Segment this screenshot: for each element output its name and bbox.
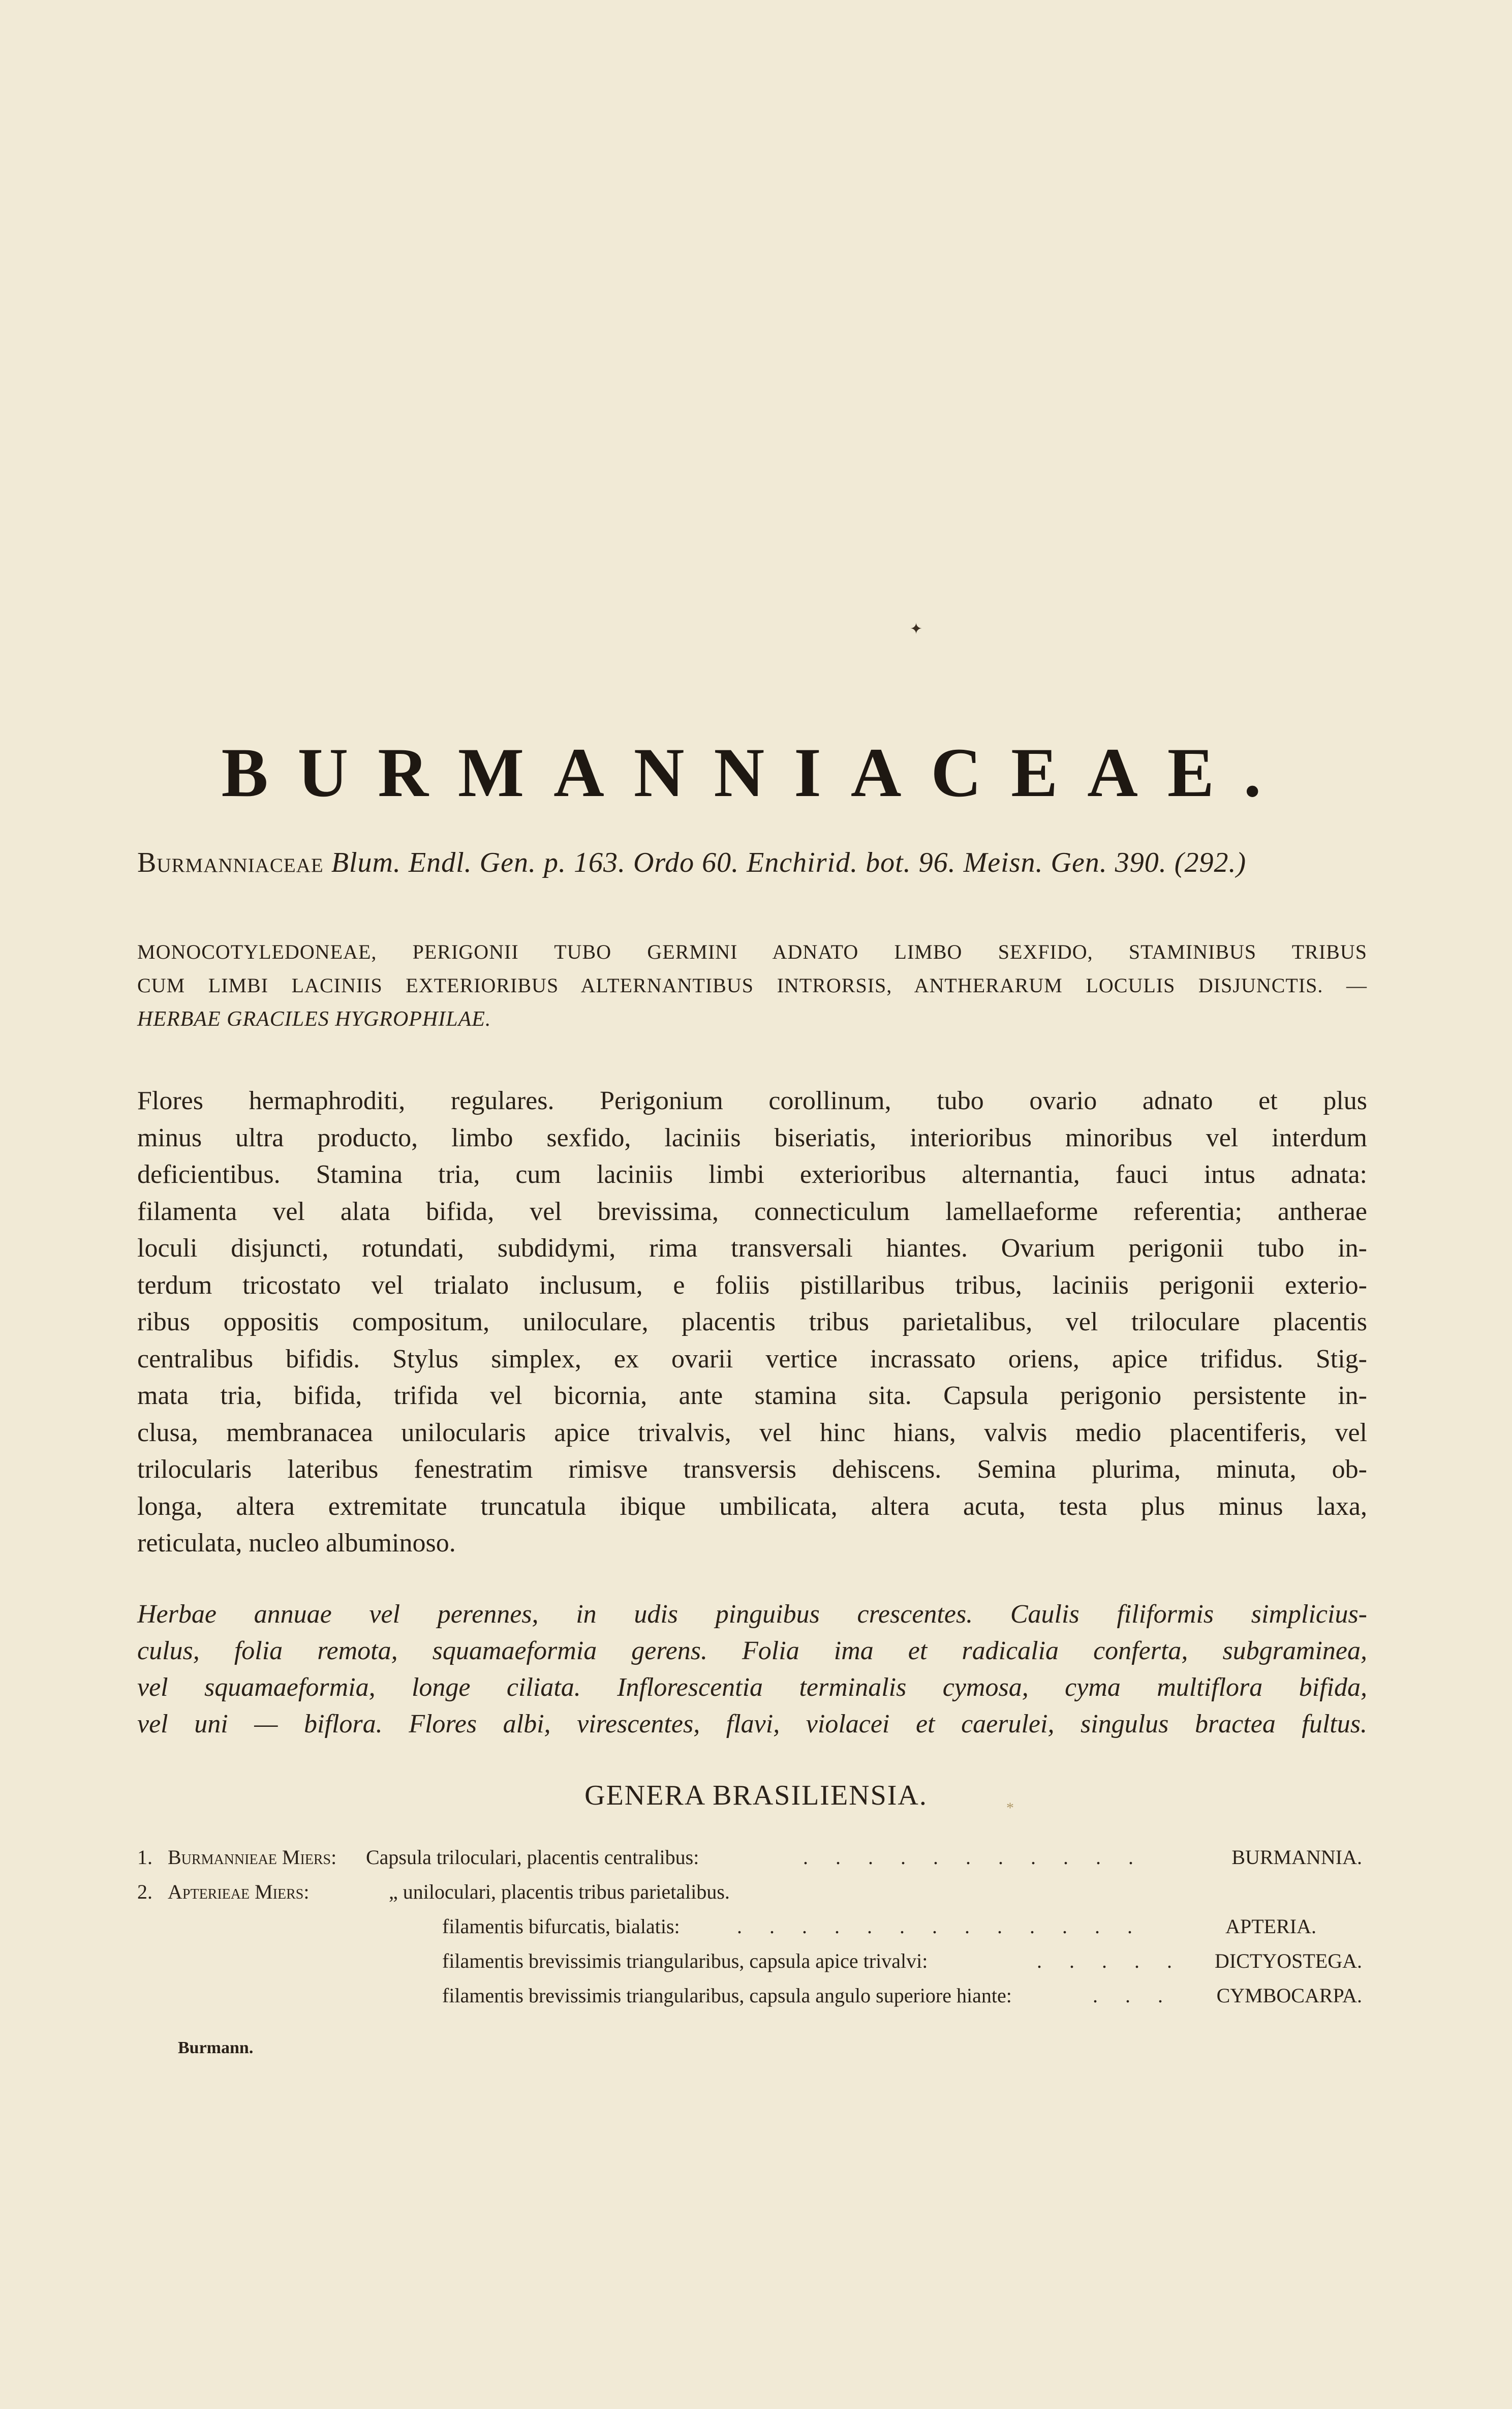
description-line: longa, altera extremitate truncatula ibique umbilicata, altera acuta, testa plus minus laxa, [137,1491,1367,1521]
description-line: trilocularis lateribus fenestratim rimisve transversis dehiscens. Semina plurima, minuta, ob- [137,1455,1367,1484]
genera-key [137,1840,1367,2013]
page-title: BURMANNIACEAE. [221,734,1291,811]
genera-heading: GENERA BRASILIENSIA. [584,1780,928,1811]
literature-citation: Blum. Endl. Gen. p. 163. Ordo 60. Enchirid. bot. 96. Meisn. Gen. 390. (292.) [331,847,1247,878]
habit-line: vel squamaeformia, longe ciliata. Inflorescentia terminalis cymosa, cyma multiflora bifida, [137,1673,1367,1702]
habit-line: culus, folia remota, squamaeformia gerens. Folia ima et radicalia conferta, subgraminea, [137,1636,1367,1665]
key-genus: DICTYOSTEGA. [1215,1949,1362,1972]
signature-mark: Burmann. [178,2038,254,2057]
description-line: mata tria, bifida, trifida vel bicornia, ante stamina sita. Capsula perigonio persistente in- [137,1381,1367,1410]
key-genus: BURMANNIA. [1231,1846,1362,1869]
description-line: Flores hermaphroditi, regulares. Perigonium corollinum, tubo ovario adnato et plus [137,1086,1367,1115]
key-genus: APTERIA. [1225,1915,1316,1938]
key-text: filamentis bifurcatis, bialatis: [442,1915,680,1938]
description-line: loculi disjuncti, rotundati, subdidymi, rima transversali hiantes. Ovarium perigonii tubo in- [137,1234,1367,1263]
habit-paragraph [137,1596,1367,1743]
family-diagnosis [137,935,1367,1036]
key-row [137,1875,1367,1909]
key-leader-dots: . . . . . . . . . . . [803,1846,1145,1869]
key-tribe: Burmannieae Miers: [168,1846,337,1869]
key-genus: CYMBOCARPA. [1216,1984,1362,2007]
description-line: deficientibus. Stamina tria, cum laciniis limbi exterioribus alternantia, fauci intus adnata: [137,1160,1367,1189]
description-line: reticulata, nucleo albuminoso. [137,1529,456,1558]
key-row [137,1909,1367,1944]
family-name: Burmanniaceae [137,847,324,878]
description-line: ribus oppositis compositum, uniloculare, placentis tribus parietalibus, vel triloculare placentis [137,1307,1367,1336]
print-speck-icon: ✦ [910,621,923,637]
key-number: 1. [137,1846,152,1869]
description-line: centralibus bifidis. Stylus simplex, ex ovarii vertice incrassato oriens, apice trifidus. Stig- [137,1344,1367,1374]
description-line: terdum tricostato vel trialato inclusum, e foliis pistillaribus tribus, laciniis perigonii exterio- [137,1270,1367,1300]
diagnosis-line: MONOCOTYLEDONEAE, PERIGONII TUBO GERMINI ADNATO LIMBO SEXFIDO, STAMINIBUS TRIBUS [137,940,1367,963]
family-reference [137,846,1367,879]
key-text: filamentis brevissimis triangularibus, capsula apice trivalvi: [442,1949,928,1972]
key-leader-dots: . . . . . [1037,1949,1183,1972]
description-line: clusa, membranacea unilocularis apice trivalvis, vel hinc hians, valvis medio placentiferis, vel [137,1418,1367,1447]
key-text: Capsula triloculari, placentis centralibus: [366,1846,699,1869]
morphological-description [137,1083,1367,1562]
key-number: 2. [137,1880,152,1903]
key-leader-dots: . . . . . . . . . . . . . [737,1915,1144,1938]
key-row [137,1944,1367,1978]
diagnosis-line: CUM LIMBI LACINIIS EXTERIORIBUS ALTERNANTIBUS INTRORSIS, ANTHERARUM LOCULIS DISJUNCTIS. — [137,974,1367,997]
description-line: filamenta vel alata bifida, vel brevissima, connecticulum lamellaeforme referentia; antherae [137,1197,1367,1226]
habit-line: Herbae annuae vel perennes, in udis pinguibus crescentes. Caulis filiformis simplicius- [137,1600,1367,1629]
key-row [137,1840,1367,1875]
key-row [137,1978,1367,2013]
description-line: minus ultra producto, limbo sexfido, laciniis biseriatis, interioribus minoribus vel interdum [137,1123,1367,1152]
key-tribe: Apterieae Miers: [168,1880,310,1903]
habit-line: vel uni — biflora. Flores albi, virescentes, flavi, violacei et caerulei, singulus bractea fultus. [137,1710,1367,1739]
print-speck-icon: * [1006,1800,1014,1816]
key-text: filamentis brevissimis triangularibus, capsula angulo superiore hiante: [442,1984,1012,2007]
key-leader-dots: . . . [1093,1984,1174,2007]
key-text: „ uniloculari, placentis tribus parietalibus. [389,1880,730,1903]
diagnosis-line: HERBAE GRACILES HYGROPHILAE. [137,1008,491,1031]
